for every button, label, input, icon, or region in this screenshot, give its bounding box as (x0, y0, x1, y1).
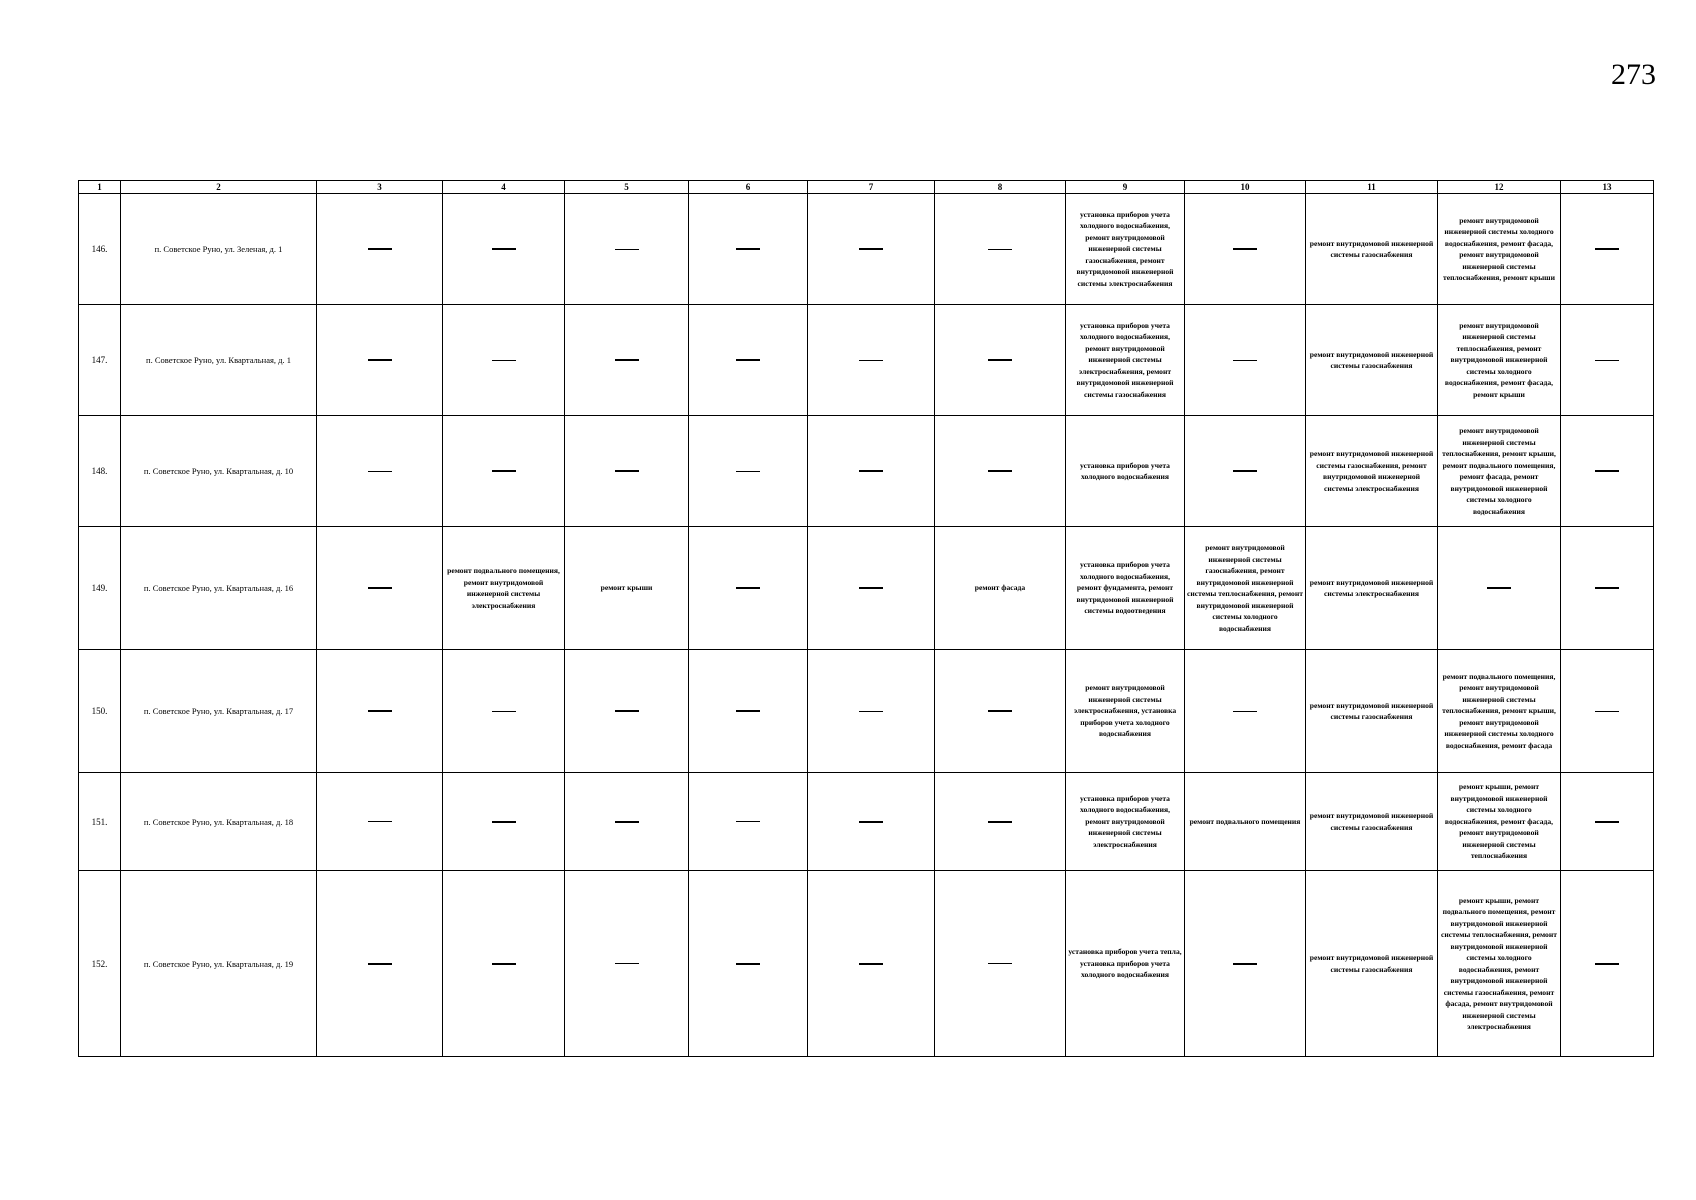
empty-cell (443, 773, 565, 871)
dash-mark (492, 360, 516, 361)
empty-cell (808, 773, 935, 871)
empty-cell (689, 416, 808, 527)
address-cell: п. Советское Руно, ул. Квартальная, д. 17 (121, 650, 317, 773)
empty-cell (1185, 871, 1306, 1057)
dash-mark (736, 710, 760, 712)
column-number: 11 (1306, 181, 1438, 194)
work-description-cell: ремонт внутридомовой инженерной системы теплоснабжения, ремонт внутридомовой инженерной системы холодного водоснабжения, ремонт фасада, ремонт крыши (1438, 305, 1561, 416)
empty-cell (808, 194, 935, 305)
address-cell: п. Советское Руно, ул. Квартальная, д. 16 (121, 527, 317, 650)
dash-mark (1595, 711, 1619, 712)
work-description-cell: установка приборов учета холодного водоснабжения, ремонт внутридомовой инженерной системы электроснабжения, ремонт внутридомовой инженерной системы газоснабжения (1066, 305, 1185, 416)
column-number: 1 (79, 181, 121, 194)
dash-mark (368, 963, 392, 965)
dash-mark (615, 359, 639, 361)
dash-mark (615, 470, 639, 472)
column-number: 8 (935, 181, 1066, 194)
row-number: 149. (79, 527, 121, 650)
work-description-cell: установка приборов учета тепла, установка приборов учета холодного водоснабжения (1066, 871, 1185, 1057)
address-cell: п. Советское Руно, ул. Квартальная, д. 10 (121, 416, 317, 527)
empty-cell (935, 194, 1066, 305)
work-description-cell: ремонт внутридомовой инженерной системы газоснабжения (1306, 194, 1438, 305)
dash-mark (1595, 360, 1619, 361)
column-number: 6 (689, 181, 808, 194)
table-row (79, 650, 1654, 773)
dash-mark (1233, 711, 1257, 712)
work-description-cell: ремонт внутридомовой инженерной системы холодного водоснабжения, ремонт фасада, ремонт внутридомовой инженерной системы теплоснабжения, ремонт крыши (1438, 194, 1561, 305)
empty-cell (443, 305, 565, 416)
dash-mark (1233, 963, 1257, 965)
column-number-row (79, 181, 1654, 194)
dash-mark (736, 248, 760, 250)
dash-mark (988, 821, 1012, 823)
dash-mark (859, 360, 883, 361)
work-description-cell: ремонт подвального помещения, ремонт внутридомовой инженерной системы теплоснабжения, ремонт крыши, ремонт внутридомовой инженерной системы холодного водоснабжения, ремонт фасада (1438, 650, 1561, 773)
empty-cell (317, 871, 443, 1057)
empty-cell (935, 650, 1066, 773)
dash-mark (615, 249, 639, 250)
dash-mark (736, 471, 760, 472)
dash-mark (368, 359, 392, 361)
dash-mark (492, 248, 516, 250)
empty-cell (1438, 527, 1561, 650)
address-cell: п. Советское Руно, ул. Зеленая, д. 1 (121, 194, 317, 305)
dash-mark (368, 587, 392, 589)
empty-cell (565, 871, 689, 1057)
column-number: 13 (1561, 181, 1654, 194)
dash-mark (1595, 587, 1619, 589)
empty-cell (689, 527, 808, 650)
work-description-cell: установка приборов учета холодного водоснабжения (1066, 416, 1185, 527)
work-description-cell: ремонт подвального помещения, ремонт внутридомовой инженерной системы электроснабжения (443, 527, 565, 650)
work-description-cell: ремонт крыши (565, 527, 689, 650)
work-description-cell: ремонт внутридомовой инженерной системы газоснабжения (1306, 650, 1438, 773)
row-number: 151. (79, 773, 121, 871)
table-row (79, 416, 1654, 527)
dash-mark (492, 711, 516, 712)
empty-cell (1185, 194, 1306, 305)
empty-cell (808, 305, 935, 416)
work-description-cell: ремонт подвального помещения (1185, 773, 1306, 871)
empty-cell (443, 650, 565, 773)
empty-cell (689, 650, 808, 773)
empty-cell (808, 416, 935, 527)
empty-cell (808, 527, 935, 650)
dash-mark (368, 821, 392, 822)
dash-mark (1595, 248, 1619, 250)
row-number: 152. (79, 871, 121, 1057)
repair-schedule-table (78, 180, 1654, 1057)
dash-mark (736, 587, 760, 589)
empty-cell (443, 871, 565, 1057)
empty-cell (1561, 194, 1654, 305)
dash-mark (736, 821, 760, 822)
empty-cell (1561, 416, 1654, 527)
work-description-cell: ремонт внутридомовой инженерной системы газоснабжения (1306, 773, 1438, 871)
dash-mark (988, 359, 1012, 361)
dash-mark (492, 821, 516, 823)
work-description-cell: установка приборов учета холодного водоснабжения, ремонт внутридомовой инженерной системы газоснабжения, ремонт внутридомовой инженерной системы электроснабжения (1066, 194, 1185, 305)
empty-cell (935, 871, 1066, 1057)
empty-cell (935, 416, 1066, 527)
dash-mark (736, 963, 760, 965)
dash-mark (988, 249, 1012, 250)
empty-cell (1185, 305, 1306, 416)
empty-cell (1561, 527, 1654, 650)
dash-mark (1595, 963, 1619, 965)
row-number: 146. (79, 194, 121, 305)
work-description-cell: ремонт внутридомовой инженерной системы газоснабжения (1306, 871, 1438, 1057)
empty-cell (317, 650, 443, 773)
dash-mark (492, 963, 516, 965)
empty-cell (689, 773, 808, 871)
column-number: 5 (565, 181, 689, 194)
column-number: 3 (317, 181, 443, 194)
dash-mark (1233, 470, 1257, 472)
dash-mark (1233, 360, 1257, 361)
address-cell: п. Советское Руно, ул. Квартальная, д. 19 (121, 871, 317, 1057)
dash-mark (368, 471, 392, 472)
row-number: 148. (79, 416, 121, 527)
empty-cell (317, 773, 443, 871)
empty-cell (808, 650, 935, 773)
work-description-cell: ремонт внутридомовой инженерной системы электроснабжения (1306, 527, 1438, 650)
empty-cell (317, 416, 443, 527)
column-number: 12 (1438, 181, 1561, 194)
work-description-cell: ремонт внутридомовой инженерной системы газоснабжения (1306, 305, 1438, 416)
dash-mark (615, 710, 639, 712)
empty-cell (689, 305, 808, 416)
dash-mark (736, 359, 760, 361)
address-cell: п. Советское Руно, ул. Квартальная, д. 1 (121, 305, 317, 416)
dash-mark (615, 963, 639, 964)
dash-mark (859, 470, 883, 472)
empty-cell (317, 305, 443, 416)
dash-mark (1595, 470, 1619, 472)
page-number: 273 (1611, 58, 1656, 91)
empty-cell (565, 773, 689, 871)
empty-cell (689, 194, 808, 305)
work-description-cell: ремонт внутридомовой инженерной системы газоснабжения, ремонт внутридомовой инженерной системы электроснабжения (1306, 416, 1438, 527)
work-description-cell: ремонт внутридомовой инженерной системы электроснабжения, установка приборов учета холодного водоснабжения (1066, 650, 1185, 773)
address-cell: п. Советское Руно, ул. Квартальная, д. 18 (121, 773, 317, 871)
dash-mark (988, 963, 1012, 964)
table-row (79, 773, 1654, 871)
dash-mark (368, 248, 392, 250)
table-row (79, 527, 1654, 650)
empty-cell (317, 527, 443, 650)
empty-cell (689, 871, 808, 1057)
empty-cell (1561, 871, 1654, 1057)
empty-cell (935, 773, 1066, 871)
dash-mark (615, 821, 639, 823)
dash-mark (859, 711, 883, 712)
empty-cell (1185, 650, 1306, 773)
empty-cell (1561, 305, 1654, 416)
dash-mark (859, 821, 883, 823)
dash-mark (368, 710, 392, 712)
empty-cell (565, 305, 689, 416)
empty-cell (565, 650, 689, 773)
dash-mark (859, 587, 883, 589)
table-row (79, 305, 1654, 416)
dash-mark (1595, 821, 1619, 823)
empty-cell (443, 416, 565, 527)
empty-cell (1561, 650, 1654, 773)
dash-mark (988, 470, 1012, 472)
table-row (79, 194, 1654, 305)
empty-cell (935, 305, 1066, 416)
dash-mark (1233, 248, 1257, 250)
work-description-cell: ремонт крыши, ремонт подвального помещения, ремонт внутридомовой инженерной системы теплоснабжения, ремонт внутридомовой инженерной системы холодного водоснабжения, ремонт внутридомовой инженерной системы газоснабжения, ремонт фасада, ремонт внутридомовой инженерной системы электроснабжения (1438, 871, 1561, 1057)
column-number: 7 (808, 181, 935, 194)
column-number: 10 (1185, 181, 1306, 194)
work-description-cell: установка приборов учета холодного водоснабжения, ремонт фундамента, ремонт внутридомовой инженерной системы водоотведения (1066, 527, 1185, 650)
work-description-cell: ремонт крыши, ремонт внутридомовой инженерной системы холодного водоснабжения, ремонт фасада, ремонт внутридомовой инженерной системы теплоснабжения (1438, 773, 1561, 871)
column-number: 9 (1066, 181, 1185, 194)
work-description-cell: ремонт фасада (935, 527, 1066, 650)
work-description-cell: установка приборов учета холодного водоснабжения, ремонт внутридомовой инженерной системы электроснабжения (1066, 773, 1185, 871)
dash-mark (1487, 587, 1511, 589)
empty-cell (1561, 773, 1654, 871)
empty-cell (1185, 416, 1306, 527)
row-number: 150. (79, 650, 121, 773)
dash-mark (988, 710, 1012, 712)
dash-mark (859, 248, 883, 250)
work-description-cell: ремонт внутридомовой инженерной системы теплоснабжения, ремонт крыши, ремонт подвального помещения, ремонт фасада, ремонт внутридомовой инженерной системы холодного водоснабжения (1438, 416, 1561, 527)
row-number: 147. (79, 305, 121, 416)
empty-cell (443, 194, 565, 305)
empty-cell (317, 194, 443, 305)
empty-cell (565, 194, 689, 305)
empty-cell (565, 416, 689, 527)
work-description-cell: ремонт внутридомовой инженерной системы газоснабжения, ремонт внутридомовой инженерной системы теплоснабжения, ремонт внутридомовой инженерной системы холодного водоснабжения (1185, 527, 1306, 650)
column-number: 2 (121, 181, 317, 194)
empty-cell (808, 871, 935, 1057)
column-number: 4 (443, 181, 565, 194)
dash-mark (492, 470, 516, 472)
dash-mark (859, 963, 883, 965)
table-body (79, 194, 1654, 1057)
table-row (79, 871, 1654, 1057)
